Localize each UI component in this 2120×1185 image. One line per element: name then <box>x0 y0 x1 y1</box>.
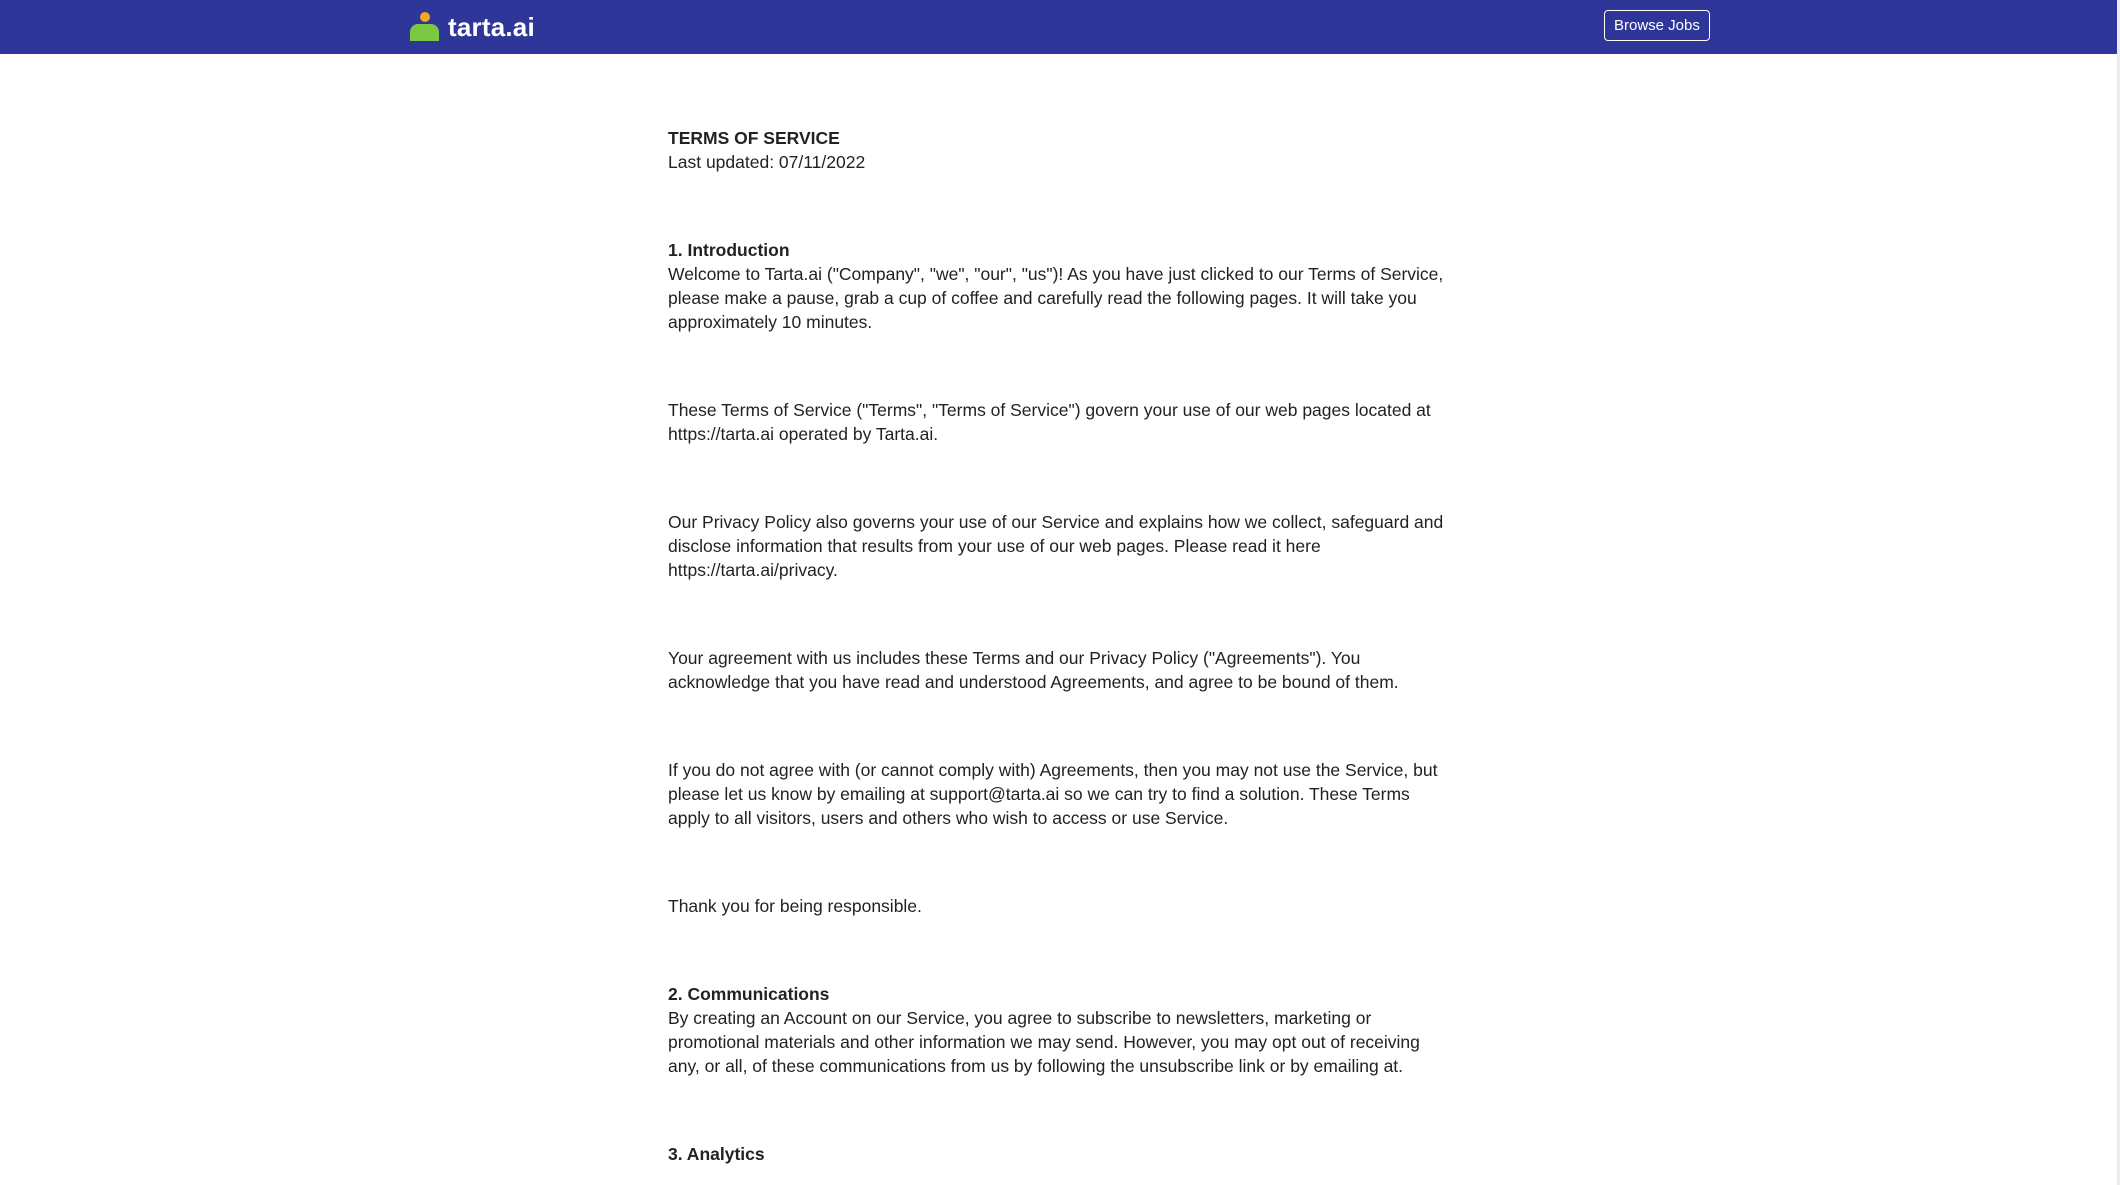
intro-paragraph-2: These Terms of Service ("Terms", "Terms of Service") govern your use of our web pages located at https://tarta.ai operated by Tarta.ai. <box>668 400 1431 444</box>
section-heading-communications: 2. Communications <box>668 984 830 1004</box>
browse-jobs-button[interactable]: Browse Jobs <box>1604 10 1710 41</box>
page-title: TERMS OF SERVICE <box>668 128 840 148</box>
intro-paragraph-3: Our Privacy Policy also governs your use of our Service and explains how we collect, safeguard and disclose information that results from your use of our web pages. Please read it here https://tarta.ai/privacy. <box>668 512 1444 580</box>
logo-dot <box>420 12 430 22</box>
top-navbar <box>0 0 2120 54</box>
intro-paragraph-1: Welcome to Tarta.ai ("Company", "we", "our", "us")! As you have just clicked to our Terms of Service, please make a pause, grab a cup of coffee and carefully read the following pages. It will take you approximately 10 minutes. <box>668 264 1444 332</box>
terms-content <box>668 126 1448 1166</box>
intro-paragraph-4: Your agreement with us includes these Terms and our Privacy Policy ("Agreements"). You acknowledge that you have read and understood Agreements, and agree to be bound of them. <box>668 648 1399 692</box>
section-heading-analytics: 3. Analytics <box>668 1144 765 1164</box>
logo-body <box>410 24 439 41</box>
intro-paragraph-5: If you do not agree with (or cannot comply with) Agreements, then you may not use the Service, but please let us know by emailing at support@tarta.ai so we can try to find a solution. These Terms apply to all visitors, users and others who wish to access or use Service. <box>668 760 1438 828</box>
brand-name: tarta.ai <box>448 11 535 42</box>
tarta-logo-icon <box>410 12 440 42</box>
section-heading-introduction: 1. Introduction <box>668 240 790 260</box>
communications-paragraph-1: By creating an Account on our Service, you agree to subscribe to newsletters, marketing or promotional materials and other information we may send. However, you may opt out of receiving any, or all, of these communications from us by following the unsubscribe link or by emailing at. <box>668 1008 1420 1076</box>
intro-paragraph-6: Thank you for being responsible. <box>668 896 922 916</box>
last-updated-text: Last updated: 07/11/2022 <box>668 152 866 172</box>
brand-link[interactable] <box>410 9 535 45</box>
